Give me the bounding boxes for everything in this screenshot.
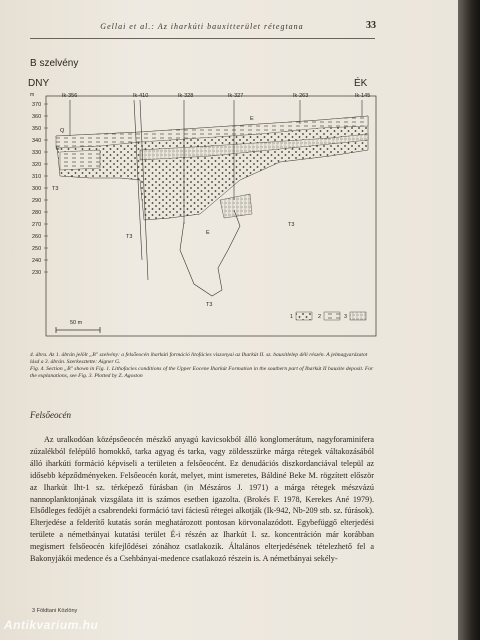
- legend-swatch-marl: [324, 312, 340, 320]
- unit-label: E: [250, 116, 254, 122]
- well-label: Ik-356: [62, 93, 78, 99]
- y-tick: 340: [32, 138, 42, 144]
- well-label: Ik-328: [178, 93, 194, 99]
- scale-label: 50 m: [70, 320, 83, 326]
- y-tick: 280: [32, 210, 42, 216]
- body-text: [30, 434, 374, 565]
- y-tick: 230: [32, 270, 42, 276]
- running-title: Gellai et al.: Az iharkúti bauxitterület rétegtana: [100, 22, 304, 31]
- unit-label: m: [30, 92, 35, 98]
- unit-label: T3: [288, 222, 295, 228]
- figure-section-title: B szelvény: [30, 58, 79, 69]
- scale-bar: [56, 320, 100, 333]
- unit-label: Q: [60, 128, 65, 134]
- legend-swatch-clay: [350, 312, 366, 320]
- unit-label: E: [56, 146, 60, 152]
- page-footer: 3 Földtani Közlöny: [32, 608, 78, 614]
- y-tick: 370: [32, 102, 42, 108]
- y-tick: 300: [32, 186, 42, 192]
- y-tick: 260: [32, 234, 42, 240]
- unit-label: T3: [206, 302, 213, 308]
- figure-caption-en: Fig. 4. Section „B" shown in Fig. 1. Lithofacies conditions of the Upper Eocene Iharkút Formation in the southern part of Iharkút II bauxite deposit. For the explanations, see Fig. 3. Plotted by Z. Agoston: [30, 366, 374, 379]
- legend-number: 1: [290, 314, 294, 320]
- direction-left: DNY: [28, 78, 50, 89]
- y-tick: 310: [32, 174, 42, 180]
- unit-label: E: [206, 230, 210, 236]
- well-label: Ik-145: [355, 93, 371, 99]
- legend-swatch-conglomerate: [296, 312, 312, 320]
- y-axis: [32, 102, 48, 276]
- well-label: Ik-327: [228, 93, 244, 99]
- y-tick: 240: [32, 258, 42, 264]
- y-tick: 270: [32, 222, 42, 228]
- figure-caption-hu: 4. ábra. Az 1. ábrán jelölt „B" szelvény: a felsőeocén iharkúti formáció litofácies viszonyai az Iharkút II. sz. bauxitlelep déli részén. A jelmagyarázatot lásd a 3. ábrán. Szerkesztette: Aigner G.: [30, 352, 368, 365]
- y-tick: 290: [32, 198, 42, 204]
- well-label: Ik-263: [293, 93, 309, 99]
- y-tick: 250: [32, 246, 42, 252]
- page-number: 33: [366, 20, 376, 31]
- y-tick: 330: [32, 150, 42, 156]
- y-tick: 320: [32, 162, 42, 168]
- watermark: Antikvarium.hu: [4, 618, 99, 632]
- y-tick: 360: [32, 114, 42, 120]
- unit-label: T3: [126, 234, 133, 240]
- karst-fissure: [180, 210, 240, 296]
- legend-number: 3: [344, 314, 348, 320]
- body-paragraph: Az uralkodóan középsőeocén mészkő anyagú kavicsokból álló konglomerátum, nagyforaminifera zúzalékból felépülő homokkő, tarka agyag és tarka, vagy zöldesszürke márga rétegek váltakozásából álló iharkúti formáció képviseli a területen a felsőeocént. Ez denudációs diszkordanciával települ az idősebb képződményeken. Felsőeocén korát, melyet, mint ismeretes, Báldiné Beke M. rögzített először az Iharkút Iht-1 sz. térképező fúrásban (in Mészáros J. 1971) a márga rétegek mészvázú nannoplanktonjának vizsgálata itt is számos esetben igazolta. (Brokés F. 1978, Kerekes Ané 1979). Elsődleges fedőjét a csabrendeki formáció tavi fáciesű rétegei alkotják (Ik-942, Nb-209 stb. sz. fúrások). Elterjedése a felderítő kutatás során meghatározott pontosan körvonalazódott. Egybefüggő elterjedési területe a németbányai kutatási terület É-i részén az Iharkút I. sz. koncentráción már korábban megismert felsőeocén kifejlődései zónához csatlakozik. Általános elterjedésének tételezhető fel a Bakonyjákói medence és a Csehbányai-medence csatlakozó részein is. A németbányai sekély-: [30, 435, 374, 564]
- legend-number: 2: [318, 314, 322, 320]
- clay-lens: [220, 194, 252, 218]
- unit-label: T3: [52, 186, 59, 192]
- direction-right: ÉK: [354, 78, 368, 89]
- section-subheading: Felsőeocén: [30, 410, 71, 420]
- sediment-layers: [56, 116, 368, 220]
- well-label: Ik-410: [133, 93, 149, 99]
- legend: [290, 312, 366, 320]
- y-tick: 350: [32, 126, 42, 132]
- marl-lens: [60, 150, 100, 170]
